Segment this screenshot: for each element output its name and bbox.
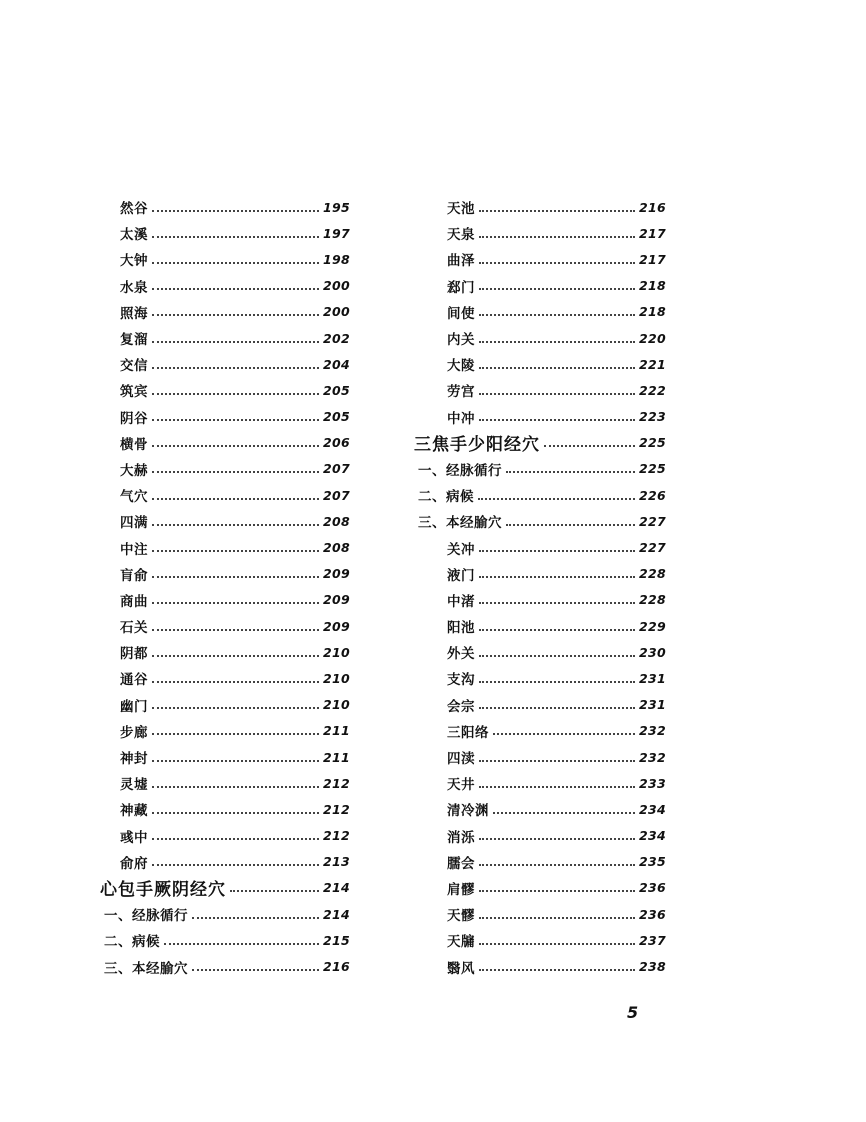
dot-leader xyxy=(152,628,319,631)
toc-page-number: 216 xyxy=(323,959,350,975)
toc-entry xyxy=(412,692,666,718)
toc-entry-title: 一、经脉循行 xyxy=(418,462,502,479)
toc-page-number: 216 xyxy=(639,199,666,215)
toc-entry xyxy=(412,220,666,246)
toc-entry-title: 三、本经腧穴 xyxy=(104,960,188,977)
dot-leader xyxy=(479,235,635,238)
dot-leader xyxy=(152,549,319,552)
toc-entry-title: 天泉 xyxy=(447,227,475,244)
toc-entry-title: 液门 xyxy=(447,567,475,584)
toc-entry-title: 照海 xyxy=(120,305,148,322)
toc-entry xyxy=(412,665,666,691)
dot-leader xyxy=(479,340,635,343)
toc-entry-title: 阴都 xyxy=(120,646,148,663)
toc-entry xyxy=(100,299,350,325)
toc-page-number: 220 xyxy=(639,330,666,346)
dot-leader xyxy=(479,313,635,316)
toc-entry xyxy=(100,508,350,534)
toc-entry-title: 二、病候 xyxy=(104,934,160,951)
dot-leader xyxy=(152,654,319,657)
dot-leader xyxy=(478,497,635,500)
toc-page-number: 222 xyxy=(639,382,666,398)
toc-page-number: 204 xyxy=(323,356,350,372)
toc-entry-title: 郄门 xyxy=(447,279,475,296)
toc-entry-title: 天池 xyxy=(447,201,475,218)
dot-leader xyxy=(479,287,635,290)
toc-page-number: 212 xyxy=(323,828,350,844)
dot-leader xyxy=(152,418,319,421)
toc-entry-title: 太溪 xyxy=(120,227,148,244)
toc-entry xyxy=(100,587,350,613)
toc-entry xyxy=(100,823,350,849)
dot-leader xyxy=(479,916,635,919)
toc-page-number: 229 xyxy=(639,618,666,634)
toc-page-number: 227 xyxy=(639,513,666,529)
dot-leader xyxy=(152,523,319,526)
toc-page-number: 209 xyxy=(323,592,350,608)
toc-entry-title: 外关 xyxy=(447,646,475,663)
toc-entry-title: 幽门 xyxy=(120,698,148,715)
toc-page-number: 214 xyxy=(323,880,350,896)
toc-entry xyxy=(100,246,350,272)
toc-entry-title: 翳风 xyxy=(447,960,475,977)
toc-entry-title: 神封 xyxy=(120,751,148,768)
dot-leader xyxy=(493,732,635,735)
toc-page-number: 218 xyxy=(639,304,666,320)
toc-entry-title: 灵墟 xyxy=(120,777,148,794)
toc-entry-title: 中渚 xyxy=(447,593,475,610)
toc-entry xyxy=(412,639,666,665)
toc-entry xyxy=(412,534,666,560)
toc-page-number: 225 xyxy=(639,461,666,477)
toc-page-number: 215 xyxy=(323,932,350,948)
dot-leader xyxy=(152,837,319,840)
dot-leader xyxy=(152,235,319,238)
toc-entry xyxy=(100,194,350,220)
toc-entry-title: 阳池 xyxy=(447,620,475,637)
toc-entry xyxy=(100,534,350,560)
toc-entry xyxy=(412,823,666,849)
dot-leader xyxy=(479,392,635,395)
toc-entry xyxy=(100,744,350,770)
toc-page-number: 236 xyxy=(639,906,666,922)
toc-entry-title: 复溜 xyxy=(120,332,148,349)
toc-entry-title: 然谷 xyxy=(120,201,148,218)
toc-page-number: 233 xyxy=(639,775,666,791)
toc-page-number: 234 xyxy=(639,801,666,817)
toc-entry xyxy=(100,639,350,665)
toc-entry-title: 四渎 xyxy=(447,751,475,768)
dot-leader xyxy=(192,968,319,971)
toc-entry xyxy=(412,796,666,822)
toc-entry xyxy=(100,770,350,796)
toc-page-number: 232 xyxy=(639,723,666,739)
toc-entry xyxy=(100,796,350,822)
toc-entry xyxy=(100,613,350,639)
dot-leader xyxy=(479,837,635,840)
toc-page-number: 205 xyxy=(323,409,350,425)
toc-entry-title: 通谷 xyxy=(120,672,148,689)
dot-leader xyxy=(479,706,635,709)
dot-leader xyxy=(506,470,635,473)
toc-entry xyxy=(412,194,666,220)
dot-leader xyxy=(164,942,319,945)
toc-entry-title: 彧中 xyxy=(120,829,148,846)
toc-subsection xyxy=(100,927,350,953)
dot-leader xyxy=(192,916,319,919)
dot-leader xyxy=(152,785,319,788)
toc-entry-title: 二、病候 xyxy=(418,489,474,506)
toc-page-number: 208 xyxy=(323,540,350,556)
toc-entry xyxy=(100,718,350,744)
toc-entry-title: 消泺 xyxy=(447,829,475,846)
toc-entry-title: 支沟 xyxy=(447,672,475,689)
toc-entry xyxy=(100,561,350,587)
toc-page-number: 211 xyxy=(323,723,350,739)
toc-entry xyxy=(412,613,666,639)
toc-subsection xyxy=(100,901,350,927)
toc-entry-title: 水泉 xyxy=(120,279,148,296)
toc-entry xyxy=(100,849,350,875)
toc-page-number: 232 xyxy=(639,749,666,765)
toc-entry-title: 一、经脉循行 xyxy=(104,908,188,925)
toc-entry xyxy=(100,665,350,691)
dot-leader xyxy=(152,497,319,500)
toc-page-number: 212 xyxy=(323,801,350,817)
dot-leader xyxy=(479,863,635,866)
toc-entry-title: 天髎 xyxy=(447,908,475,925)
dot-leader xyxy=(152,732,319,735)
toc-page-number: 197 xyxy=(323,225,350,241)
toc-entry-title: 劳宫 xyxy=(447,384,475,401)
toc-entry-title: 三阳络 xyxy=(447,724,489,741)
toc-entry-title: 俞府 xyxy=(120,855,148,872)
toc-entry xyxy=(412,561,666,587)
dot-leader xyxy=(152,366,319,369)
toc-entry xyxy=(412,404,666,430)
toc-entry xyxy=(100,377,350,403)
toc-page-number: 205 xyxy=(323,382,350,398)
toc-entry xyxy=(412,246,666,272)
toc-entry-title: 心包手厥阴经穴 xyxy=(100,880,226,901)
toc-entry xyxy=(100,692,350,718)
dot-leader xyxy=(152,759,319,762)
dot-leader xyxy=(479,261,635,264)
toc-entry-title: 内关 xyxy=(447,332,475,349)
dot-leader xyxy=(152,261,319,264)
toc-page-number: 228 xyxy=(639,566,666,582)
dot-leader xyxy=(479,968,635,971)
toc-entry-title: 肩髎 xyxy=(447,881,475,898)
toc-page-number: 207 xyxy=(323,461,350,477)
toc-page-number: 195 xyxy=(323,199,350,215)
toc-entry-title: 间使 xyxy=(447,305,475,322)
dot-leader xyxy=(479,654,635,657)
toc-entry xyxy=(100,351,350,377)
toc-page-number: 209 xyxy=(323,566,350,582)
toc-entry-title: 筑宾 xyxy=(120,384,148,401)
toc-entry-title: 曲泽 xyxy=(447,253,475,270)
dot-leader xyxy=(152,340,319,343)
toc-page-number: 213 xyxy=(323,854,350,870)
toc-page-number: 200 xyxy=(323,278,350,294)
toc-entry-title: 大赫 xyxy=(120,462,148,479)
dot-leader xyxy=(479,575,635,578)
toc-entry xyxy=(100,325,350,351)
toc-entry xyxy=(412,273,666,299)
toc-entry xyxy=(412,377,666,403)
toc-page-number: 211 xyxy=(323,749,350,765)
toc-page-number: 238 xyxy=(639,959,666,975)
toc-page-number: 210 xyxy=(323,644,350,660)
toc-entry xyxy=(100,273,350,299)
toc-page-number: 206 xyxy=(323,435,350,451)
toc-entry xyxy=(412,770,666,796)
toc-entry xyxy=(412,875,666,901)
toc-page-number: 235 xyxy=(639,854,666,870)
toc-page-number: 209 xyxy=(323,618,350,634)
toc-entry xyxy=(412,299,666,325)
toc-entry xyxy=(412,325,666,351)
toc-page-number: 221 xyxy=(639,356,666,372)
toc-entry-title: 交信 xyxy=(120,358,148,375)
dot-leader xyxy=(152,680,319,683)
toc-page-number: 210 xyxy=(323,697,350,713)
dot-leader xyxy=(152,863,319,866)
toc-page-number: 236 xyxy=(639,880,666,896)
toc-page-number: 202 xyxy=(323,330,350,346)
toc-entry-title: 三、本经腧穴 xyxy=(418,515,502,532)
toc-entry-title: 商曲 xyxy=(120,593,148,610)
toc-page-number: 218 xyxy=(639,278,666,294)
toc-entry xyxy=(100,456,350,482)
toc-entry xyxy=(412,953,666,979)
toc-entry-title: 阴谷 xyxy=(120,410,148,427)
toc-page-number: 198 xyxy=(323,251,350,267)
toc-page-number: 234 xyxy=(639,828,666,844)
toc-entry xyxy=(100,404,350,430)
toc-entry xyxy=(412,901,666,927)
dot-leader xyxy=(152,444,319,447)
toc-left-column xyxy=(100,194,350,980)
dot-leader xyxy=(479,418,635,421)
dot-leader xyxy=(479,549,635,552)
dot-leader xyxy=(479,366,635,369)
dot-leader xyxy=(152,575,319,578)
toc-entry xyxy=(412,351,666,377)
toc-page-number: 200 xyxy=(323,304,350,320)
toc-page-number: 212 xyxy=(323,775,350,791)
dot-leader xyxy=(506,523,635,526)
toc-entry-title: 中注 xyxy=(120,541,148,558)
toc-entry xyxy=(412,927,666,953)
toc-entry-title: 臑会 xyxy=(447,855,475,872)
toc-entry xyxy=(412,718,666,744)
dot-leader xyxy=(479,601,635,604)
toc-entry-title: 大陵 xyxy=(447,358,475,375)
toc-page-number: 208 xyxy=(323,513,350,529)
dot-leader xyxy=(479,209,635,212)
toc-entry-title: 关冲 xyxy=(447,541,475,558)
toc-entry xyxy=(100,482,350,508)
toc-entry xyxy=(412,849,666,875)
toc-entry xyxy=(412,744,666,770)
toc-subsection xyxy=(412,482,666,508)
toc-entry-title: 四满 xyxy=(120,515,148,532)
toc-subsection xyxy=(412,456,666,482)
toc-right-column xyxy=(412,194,666,980)
toc-entry-title: 中冲 xyxy=(447,410,475,427)
dot-leader xyxy=(152,706,319,709)
toc-entry xyxy=(100,220,350,246)
toc-entry-title: 天牖 xyxy=(447,934,475,951)
dot-leader xyxy=(152,209,319,212)
toc-subsection xyxy=(100,953,350,979)
toc-entry-title: 横骨 xyxy=(120,436,148,453)
dot-leader xyxy=(152,601,319,604)
dot-leader xyxy=(152,287,319,290)
dot-leader xyxy=(493,811,635,814)
toc-page-number: 231 xyxy=(639,670,666,686)
toc-page-number: 226 xyxy=(639,487,666,503)
toc-page-number: 217 xyxy=(639,225,666,241)
toc-page-number: 230 xyxy=(639,644,666,660)
page-number: 5 xyxy=(627,1003,639,1022)
dot-leader xyxy=(152,313,319,316)
toc-page-number: 207 xyxy=(323,487,350,503)
toc-entry-title: 步廊 xyxy=(120,724,148,741)
dot-leader xyxy=(479,680,635,683)
dot-leader xyxy=(479,942,635,945)
toc-page-number: 227 xyxy=(639,540,666,556)
toc-entry-title: 大钟 xyxy=(120,253,148,270)
toc-entry-title: 天井 xyxy=(447,777,475,794)
toc-entry-title: 会宗 xyxy=(447,698,475,715)
dot-leader xyxy=(152,811,319,814)
toc-page-number: 228 xyxy=(639,592,666,608)
dot-leader xyxy=(479,628,635,631)
toc-entry-title: 石关 xyxy=(120,620,148,637)
toc-entry xyxy=(100,430,350,456)
dot-leader xyxy=(479,759,635,762)
dot-leader xyxy=(544,444,635,447)
dot-leader xyxy=(230,889,319,892)
toc-entry-title: 肓俞 xyxy=(120,567,148,584)
toc-page-number: 217 xyxy=(639,251,666,267)
toc-entry-title: 清冷渊 xyxy=(447,803,489,820)
toc-section-heading xyxy=(100,875,350,901)
dot-leader xyxy=(479,785,635,788)
toc-page-number: 210 xyxy=(323,670,350,686)
dot-leader xyxy=(152,392,319,395)
toc-entry-title: 气穴 xyxy=(120,489,148,506)
toc-page-number: 214 xyxy=(323,906,350,922)
toc-entry-title: 三焦手少阳经穴 xyxy=(414,435,540,456)
toc-page-number: 223 xyxy=(639,409,666,425)
dot-leader xyxy=(479,889,635,892)
toc-subsection xyxy=(412,508,666,534)
toc-page-number: 225 xyxy=(639,435,666,451)
toc-page-number: 231 xyxy=(639,697,666,713)
toc-section-heading xyxy=(412,430,666,456)
toc-entry xyxy=(412,587,666,613)
toc-page-number: 237 xyxy=(639,932,666,948)
dot-leader xyxy=(152,470,319,473)
toc-entry-title: 神藏 xyxy=(120,803,148,820)
